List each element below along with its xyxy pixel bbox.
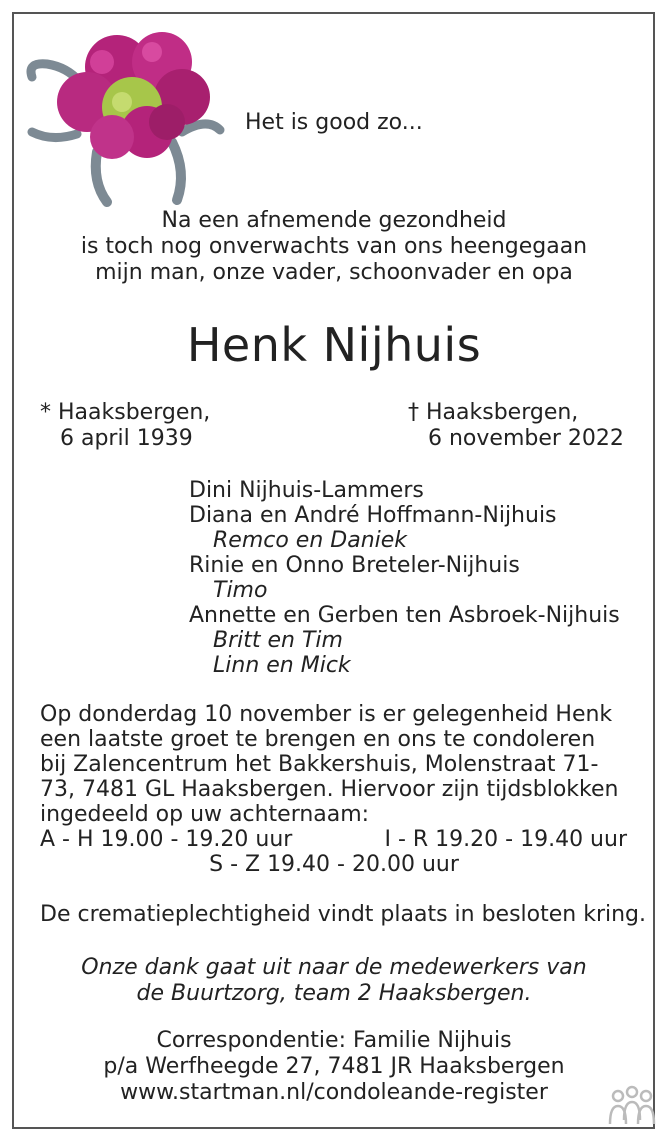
condolence-line: 73, 7481 GL Haaksbergen. Hiervoor zijn tijdsblokken	[40, 777, 619, 802]
family-grandchildren: Timo	[213, 578, 268, 603]
time-slots	[40, 827, 627, 852]
intro-line: mijn man, onze vader, schoonvader en opa	[95, 260, 573, 285]
correspondence-block	[14, 1028, 654, 1106]
death-date: 6 november 2022	[428, 426, 624, 451]
family-member: Rinie en Onno Breteler-Nijhuis	[189, 553, 520, 578]
people-logo-icon	[606, 1084, 658, 1130]
time-slot-i-r: I - R 19.20 - 19.40 uur	[384, 827, 627, 852]
condolence-paragraph	[40, 702, 627, 827]
intro-line: is toch nog onverwachts van ons heengegaan	[80, 234, 588, 259]
family-list	[189, 478, 620, 678]
cremation-text: De crematieplechtigheid vindt plaats in besloten kring.	[40, 902, 647, 927]
thanks-line: Onze dank gaat uit naar de medewerkers van	[81, 955, 587, 980]
family-member: Annette en Gerben ten Asbroek-Nijhuis	[189, 603, 620, 628]
condolence-line: ingedeeld op uw achternaam:	[40, 802, 370, 827]
condolence-register-link[interactable]: www.startman.nl/condoleande-register	[120, 1080, 548, 1105]
birth-info	[40, 400, 210, 452]
condolence-line: bij Zalencentrum het Bakkershuis, Molenstraat 71-	[40, 752, 599, 777]
family-grandchildren: Britt en Tim	[213, 628, 343, 653]
death-place: † Haaksbergen,	[408, 400, 579, 425]
birth-place: * Haaksbergen,	[40, 400, 211, 425]
time-slot-s-z: S - Z 19.40 - 20.00 uur	[209, 852, 459, 877]
thanks-line: de Buurtzorg, team 2 Haaksbergen.	[136, 981, 532, 1006]
correspondence-address: p/a Werfheegde 27, 7481 JR Haaksbergen	[103, 1054, 565, 1079]
condolence-line: Op donderdag 10 november is er gelegenheid Henk	[40, 702, 613, 727]
intro-text	[14, 208, 654, 286]
birth-date: 6 april 1939	[60, 426, 193, 451]
flower-horseshoe-image	[22, 22, 227, 212]
correspondence-line: Correspondentie: Familie Nijhuis	[156, 1028, 512, 1053]
time-slot-a-h: A - H 19.00 - 19.20 uur	[40, 827, 293, 852]
motto-text: Het is good zo...	[245, 110, 423, 135]
deceased-name: Henk Nijhuis	[186, 318, 482, 372]
family-member: Diana en André Hoffmann-Nijhuis	[189, 503, 557, 528]
family-grandchildren: Linn en Mick	[213, 653, 351, 678]
family-member: Dini Nijhuis-Lammers	[189, 478, 424, 503]
condolence-line: een laatste groet te brengen en ons te condoleren	[40, 727, 596, 752]
death-info	[408, 400, 624, 452]
intro-line: Na een afnemende gezondheid	[161, 208, 507, 233]
family-grandchildren: Remco en Daniek	[213, 528, 408, 553]
thanks-text	[14, 955, 654, 1007]
